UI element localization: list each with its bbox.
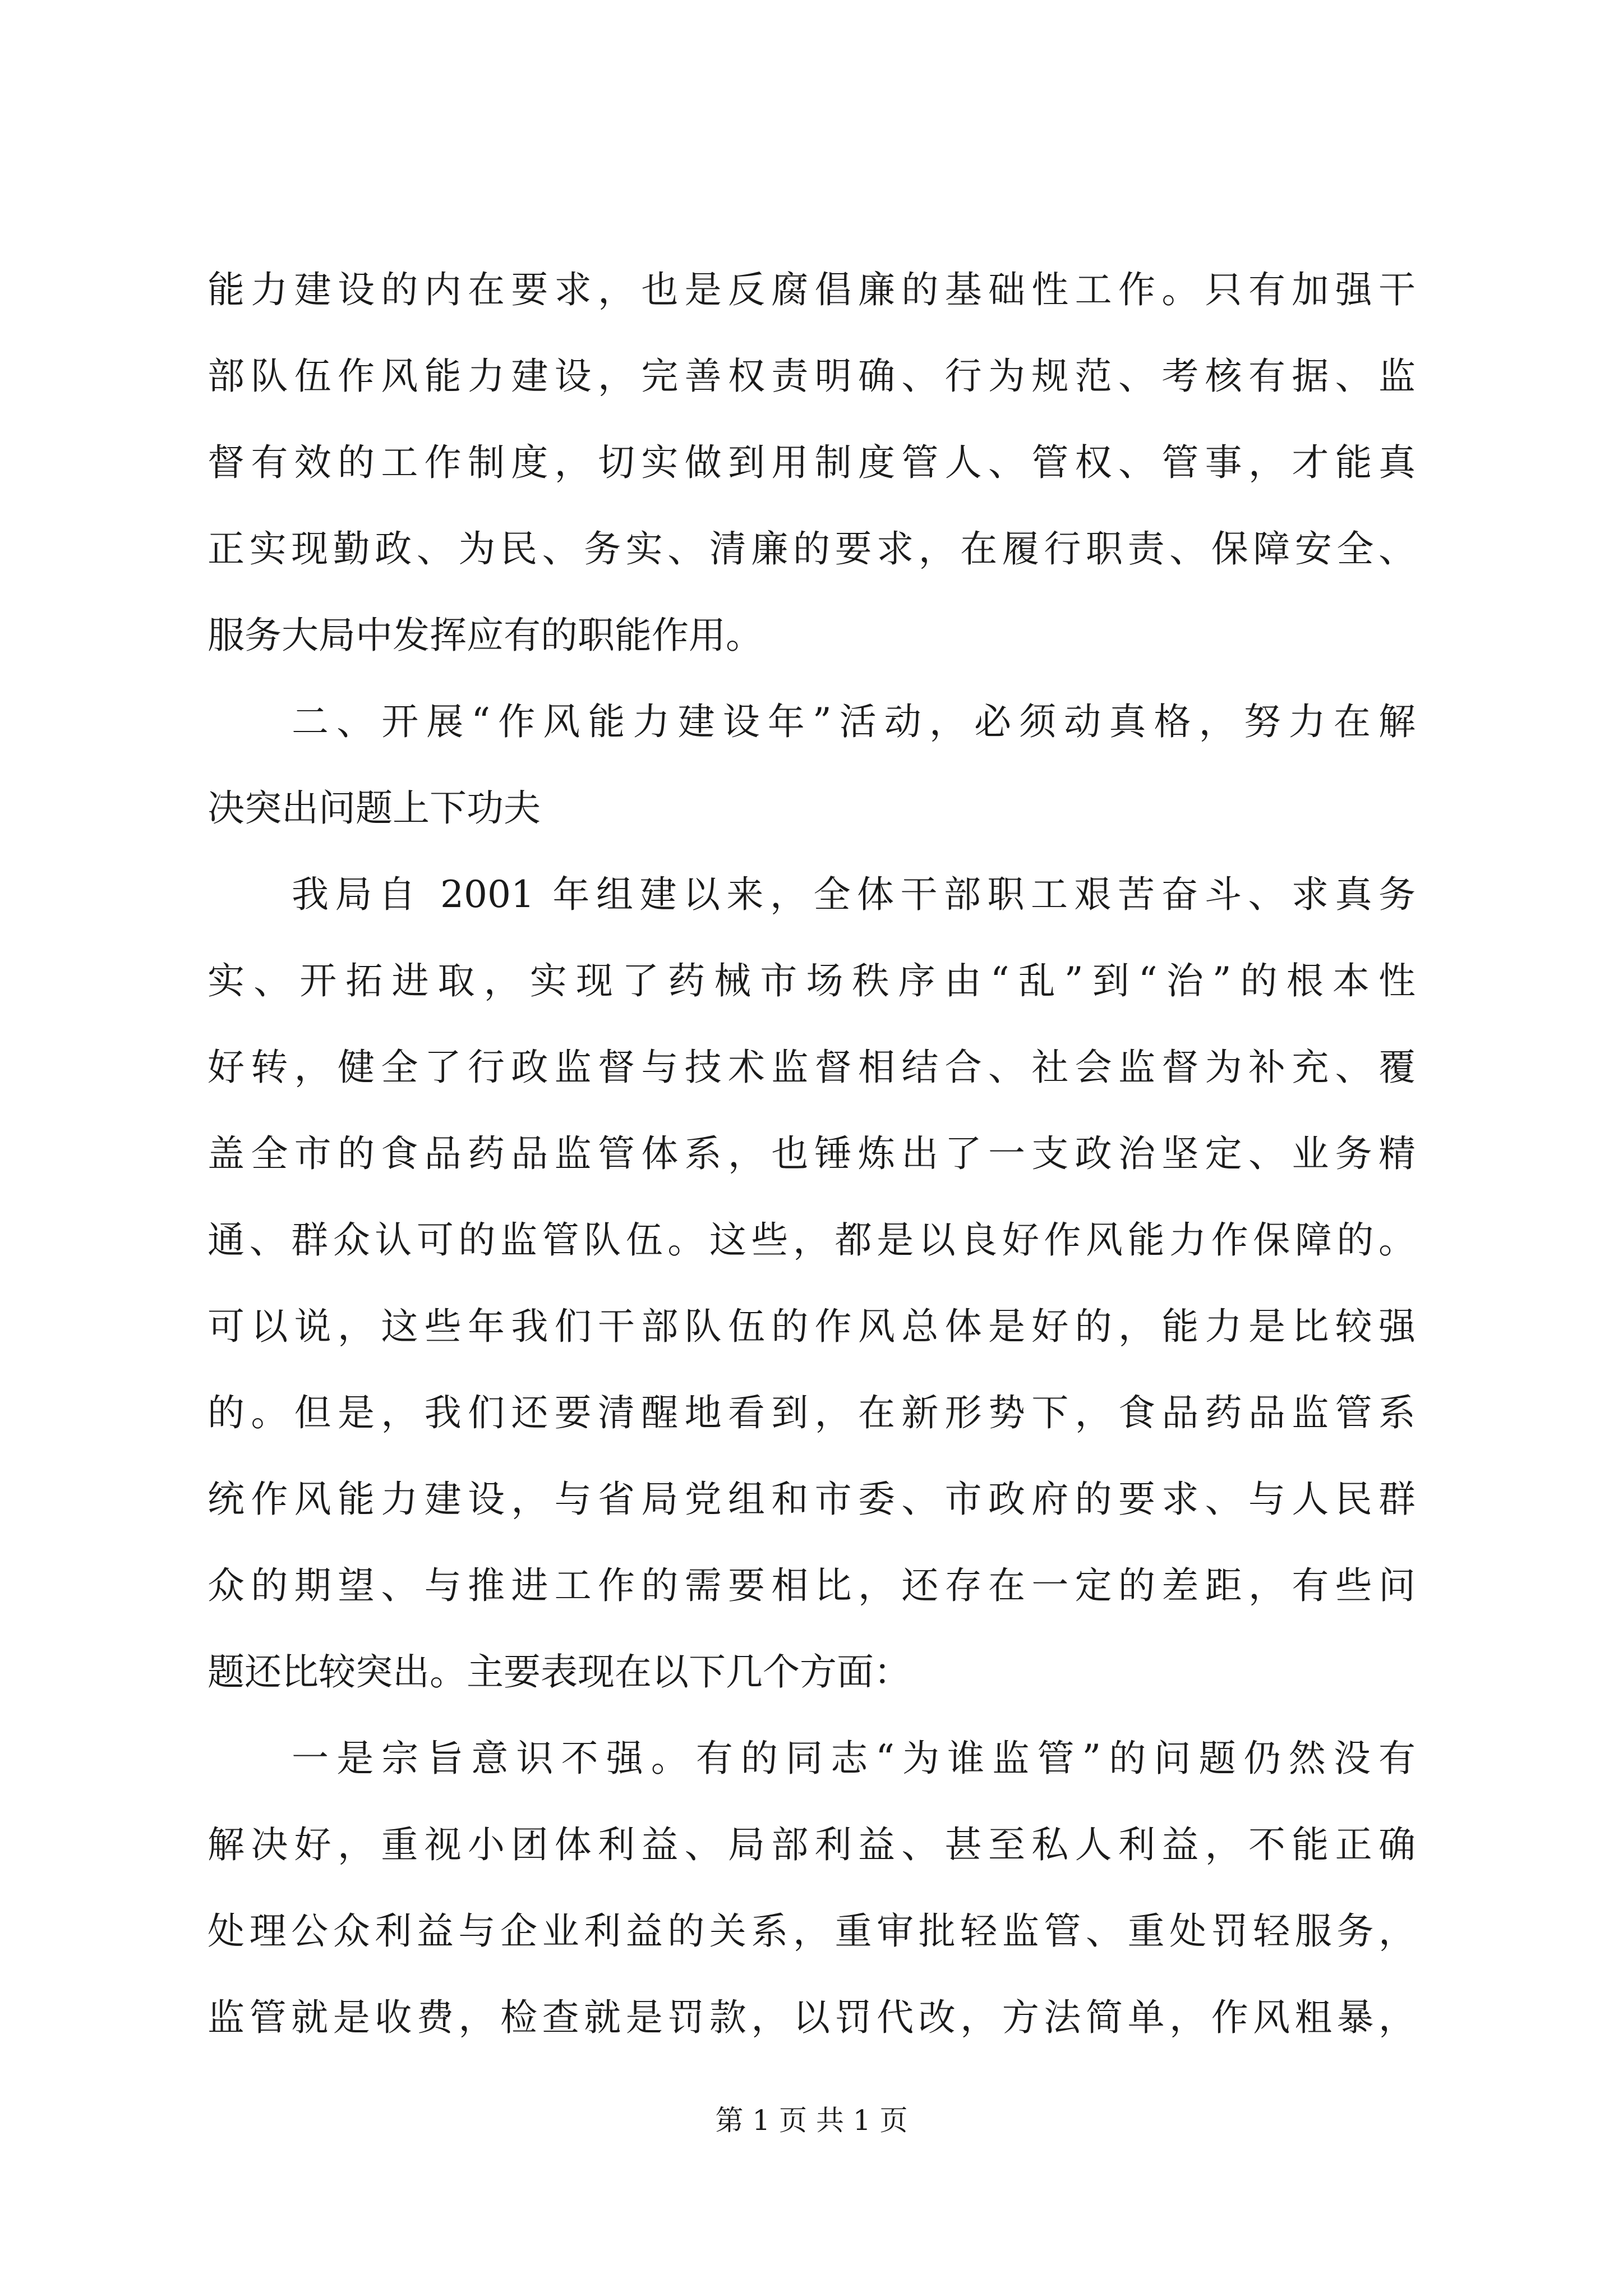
text-line: 督有效的工作制度，切实做到用制度管人、管权、管事，才能真	[208, 441, 1415, 484]
text-line: 众的期望、与推进工作的需要相比，还存在一定的差距，有些问	[208, 1564, 1415, 1607]
text-line: 通、群众认可的监管队伍。这些，都是以良好作风能力作保障的。	[208, 1218, 1415, 1262]
text-line: 处理公众利益与企业利益的关系，重审批轻监管、重处罚轻服务，	[208, 1910, 1415, 1953]
text-line: 能力建设的内在要求，也是反腐倡廉的基础性工作。只有加强干	[208, 268, 1415, 311]
text-line: 好转，健全了行政监督与技术监督相结合、社会监督为补充、覆	[208, 1046, 1415, 1089]
page-footer: 第 1 页 共 1 页	[715, 2104, 908, 2137]
text-line: 统作风能力建设，与省局党组和市委、市政府的要求、与人民群	[208, 1478, 1415, 1521]
text-line: 题还比较突出。主要表现在以下几个方面：	[208, 1650, 911, 1694]
text-line: 部队伍作风能力建设，完善权责明确、行为规范、考核有据、监	[208, 355, 1415, 398]
section-heading-line: 二、开展“作风能力建设年”活动，必须动真格，努力在解	[292, 700, 1415, 743]
text-line: 可以说，这些年我们干部队伍的作风总体是好的，能力是比较强	[208, 1305, 1415, 1348]
text-line: 解决好，重视小团体利益、局部利益、甚至私人利益，不能正确	[208, 1823, 1415, 1866]
text-line: 服务大局中发挥应有的职能作用。	[208, 614, 763, 657]
text-line: 的。但是，我们还要清醒地看到，在新形势下，食品药品监管系	[208, 1391, 1415, 1434]
text-line: 实、开拓进取，实现了药械市场秩序由“乱”到“治”的根本性	[208, 959, 1415, 1002]
text-line: 我局自 2001 年组建以来，全体干部职工艰苦奋斗、求真务	[292, 873, 1415, 916]
text-line: 盖全市的食品药品监管体系，也锤炼出了一支政治坚定、业务精	[208, 1132, 1415, 1175]
text-line: 监管就是收费，检查就是罚款，以罚代改，方法简单，作风粗暴，	[208, 1996, 1415, 2039]
text-line: 正实现勤政、为民、务实、清廉的要求，在履行职责、保障安全、	[208, 527, 1415, 570]
section-heading-line: 决突出问题上下功夫	[208, 786, 541, 830]
document-body	[208, 247, 1415, 2061]
text-line: 一是宗旨意识不强。有的同志“为谁监管”的问题仍然没有	[292, 1737, 1415, 1780]
